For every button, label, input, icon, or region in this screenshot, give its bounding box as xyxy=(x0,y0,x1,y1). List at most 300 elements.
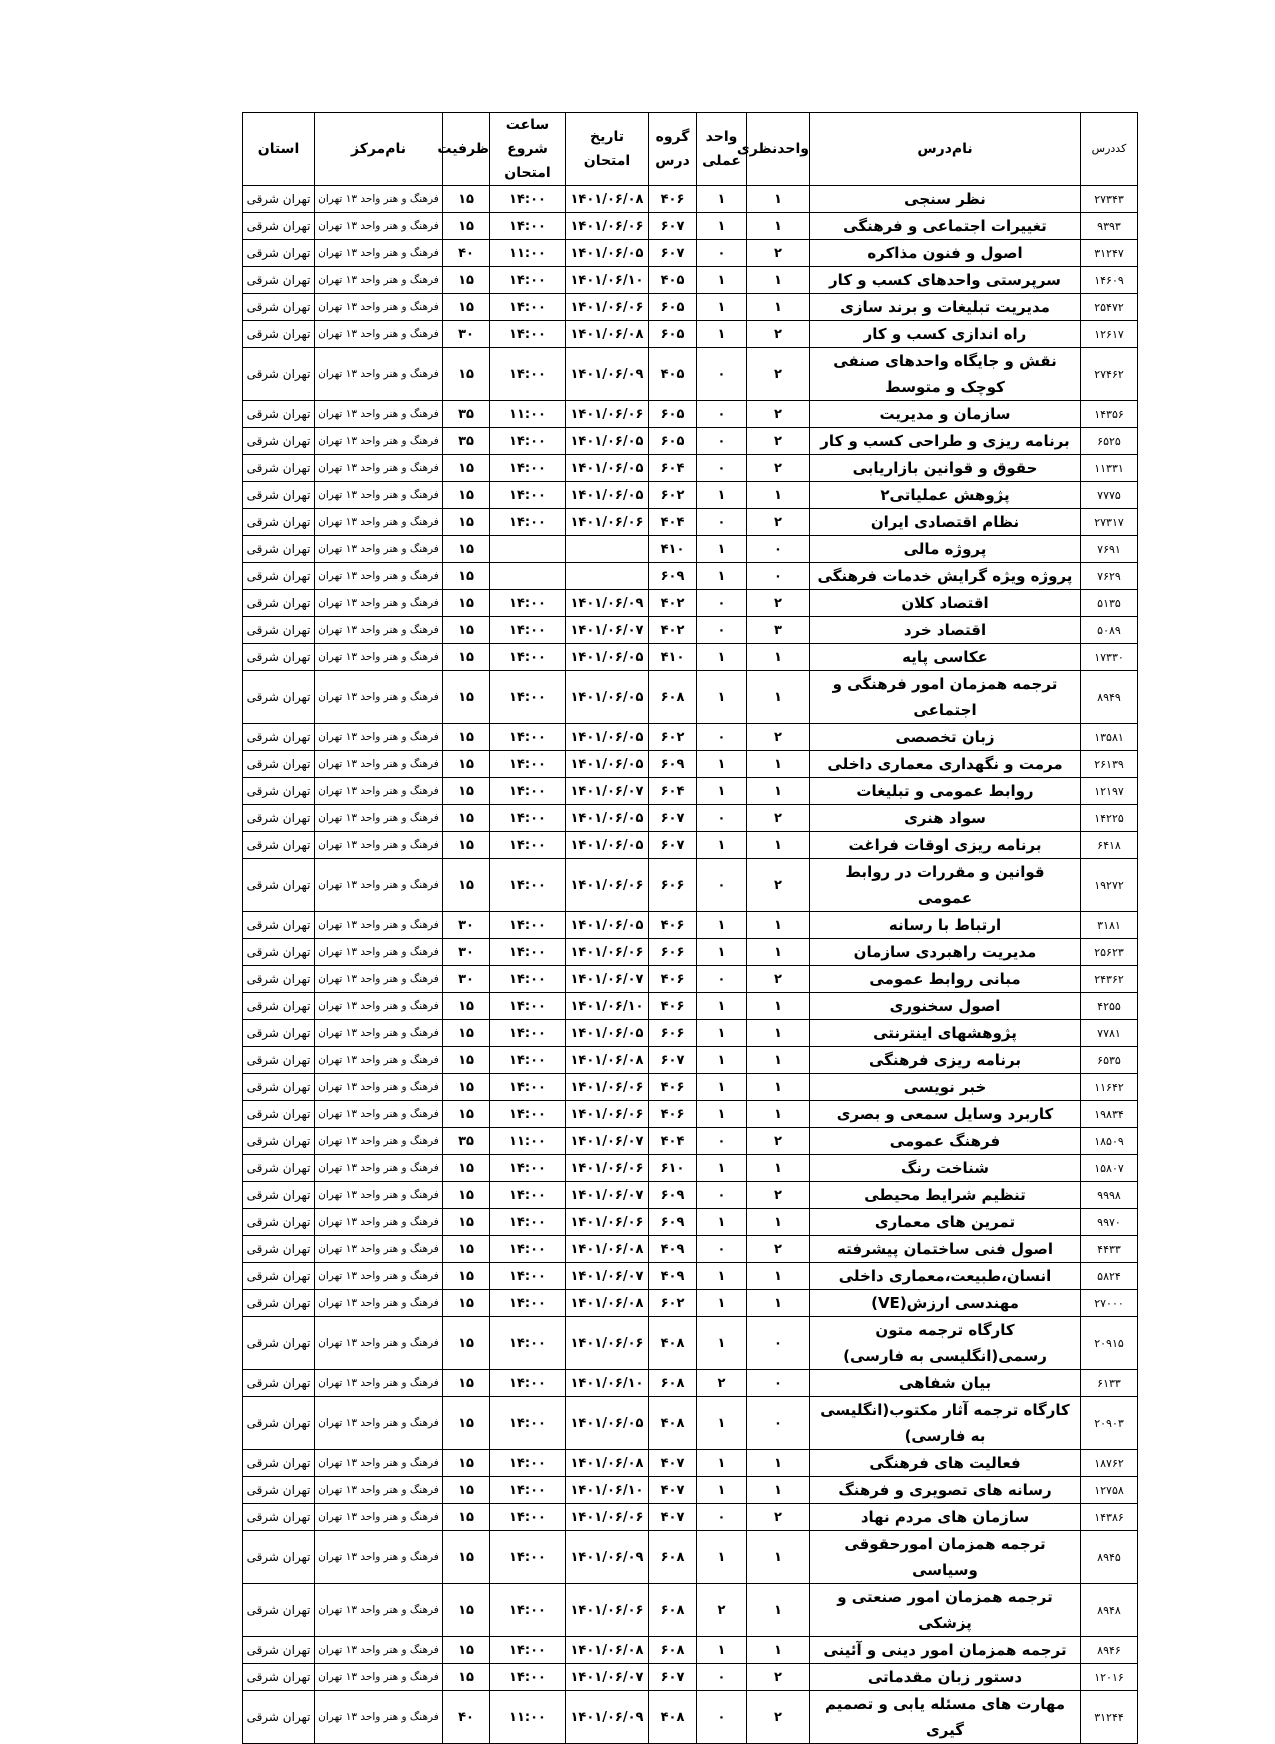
table-row xyxy=(243,1370,1138,1397)
cell-theory-units: ۱ xyxy=(747,1450,810,1477)
cell-theory-units: ۲ xyxy=(747,859,810,912)
cell-capacity: ۱۵ xyxy=(443,590,490,617)
cell-province: تهران شرقی xyxy=(243,778,315,805)
cell-course-group: ۴۰۹ xyxy=(649,1263,697,1290)
cell-practical-units: ۱ xyxy=(697,1020,747,1047)
cell-practical-units: ۱ xyxy=(697,321,747,348)
cell-course-group: ۶۰۸ xyxy=(649,671,697,724)
cell-exam-time: ۱۴:۰۰ xyxy=(490,1584,566,1637)
cell-province: تهران شرقی xyxy=(243,509,315,536)
cell-code: ۵۰۸۹ xyxy=(1081,617,1138,644)
cell-practical-units: ۱ xyxy=(697,1450,747,1477)
table-row xyxy=(243,1263,1138,1290)
cell-course-group: ۶۰۷ xyxy=(649,1664,697,1691)
cell-practical-units: ۱ xyxy=(697,912,747,939)
cell-province: تهران شرقی xyxy=(243,1236,315,1263)
cell-course-group: ۶۰۷ xyxy=(649,805,697,832)
cell-center-name: فرهنگ و هنر واحد ۱۳ تهران xyxy=(315,1664,443,1691)
cell-exam-date: ۱۴۰۱/۰۶/۰۸ xyxy=(566,186,649,213)
cell-theory-units: ۱ xyxy=(747,832,810,859)
table-row xyxy=(243,1584,1138,1637)
cell-exam-date: ۱۴۰۱/۰۶/۱۰ xyxy=(566,1477,649,1504)
cell-exam-time: ۱۴:۰۰ xyxy=(490,455,566,482)
cell-exam-time: ۱۱:۰۰ xyxy=(490,1128,566,1155)
cell-capacity: ۱۵ xyxy=(443,671,490,724)
cell-province: تهران شرقی xyxy=(243,724,315,751)
table-row xyxy=(243,939,1138,966)
header-date: تاریخ امتحان xyxy=(566,113,649,186)
cell-theory-units: ۱ xyxy=(747,1155,810,1182)
cell-practical-units: ۱ xyxy=(697,536,747,563)
cell-exam-date: ۱۴۰۱/۰۶/۰۷ xyxy=(566,778,649,805)
cell-capacity: ۱۵ xyxy=(443,1370,490,1397)
cell-practical-units: ۰ xyxy=(697,1664,747,1691)
cell-code: ۱۸۷۶۲ xyxy=(1081,1450,1138,1477)
cell-capacity: ۱۵ xyxy=(443,1637,490,1664)
cell-course-name: اقتصاد خرد xyxy=(810,617,1081,644)
cell-capacity: ۳۰ xyxy=(443,912,490,939)
cell-capacity: ۳۰ xyxy=(443,321,490,348)
cell-capacity: ۱۵ xyxy=(443,993,490,1020)
table-row xyxy=(243,671,1138,724)
table-row xyxy=(243,1504,1138,1531)
cell-course-group: ۶۰۹ xyxy=(649,563,697,590)
table-row xyxy=(243,401,1138,428)
cell-capacity: ۱۵ xyxy=(443,617,490,644)
cell-province: تهران شرقی xyxy=(243,482,315,509)
cell-exam-time: ۱۴:۰۰ xyxy=(490,509,566,536)
cell-code: ۳۱۲۴۴ xyxy=(1081,1691,1138,1744)
cell-center-name: فرهنگ و هنر واحد ۱۳ تهران xyxy=(315,1691,443,1744)
cell-code: ۱۳۵۸۱ xyxy=(1081,724,1138,751)
cell-course-group: ۴۰۷ xyxy=(649,1450,697,1477)
cell-exam-date: ۱۴۰۱/۰۶/۱۰ xyxy=(566,993,649,1020)
cell-capacity: ۱۵ xyxy=(443,1155,490,1182)
cell-province: تهران شرقی xyxy=(243,1664,315,1691)
cell-practical-units: ۱ xyxy=(697,751,747,778)
cell-capacity: ۱۵ xyxy=(443,482,490,509)
cell-province: تهران شرقی xyxy=(243,1020,315,1047)
cell-course-name: ارتباط با رسانه xyxy=(810,912,1081,939)
cell-province: تهران شرقی xyxy=(243,213,315,240)
cell-course-name: زبان تخصصی xyxy=(810,724,1081,751)
table-row xyxy=(243,240,1138,267)
cell-code: ۴۲۵۵ xyxy=(1081,993,1138,1020)
table-row xyxy=(243,1397,1138,1450)
cell-exam-date: ۱۴۰۱/۰۶/۰۵ xyxy=(566,455,649,482)
cell-exam-date: ۱۴۰۱/۰۶/۱۰ xyxy=(566,267,649,294)
cell-province: تهران شرقی xyxy=(243,617,315,644)
cell-course-group: ۶۰۲ xyxy=(649,482,697,509)
cell-course-group: ۴۰۶ xyxy=(649,966,697,993)
cell-course-name: سرپرستی واحدهای کسب و کار xyxy=(810,267,1081,294)
cell-course-name: نظر سنجی xyxy=(810,186,1081,213)
cell-exam-time: ۱۴:۰۰ xyxy=(490,1209,566,1236)
cell-province: تهران شرقی xyxy=(243,939,315,966)
table-row xyxy=(243,1128,1138,1155)
cell-course-group: ۴۰۸ xyxy=(649,1317,697,1370)
cell-exam-time: ۱۴:۰۰ xyxy=(490,993,566,1020)
cell-course-group: ۶۰۵ xyxy=(649,428,697,455)
cell-course-group: ۶۰۵ xyxy=(649,294,697,321)
table-row xyxy=(243,348,1138,401)
cell-capacity: ۱۵ xyxy=(443,1209,490,1236)
table-row xyxy=(243,186,1138,213)
cell-exam-time xyxy=(490,563,566,590)
cell-center-name: فرهنگ و هنر واحد ۱۳ تهران xyxy=(315,1584,443,1637)
cell-province: تهران شرقی xyxy=(243,348,315,401)
cell-exam-time: ۱۴:۰۰ xyxy=(490,1370,566,1397)
cell-exam-date: ۱۴۰۱/۰۶/۰۹ xyxy=(566,1531,649,1584)
cell-province: تهران شرقی xyxy=(243,563,315,590)
cell-capacity: ۱۵ xyxy=(443,751,490,778)
cell-exam-time: ۱۴:۰۰ xyxy=(490,778,566,805)
cell-exam-date: ۱۴۰۱/۰۶/۰۵ xyxy=(566,832,649,859)
cell-course-group: ۴۰۴ xyxy=(649,1128,697,1155)
cell-center-name: فرهنگ و هنر واحد ۱۳ تهران xyxy=(315,1182,443,1209)
cell-capacity: ۱۵ xyxy=(443,778,490,805)
cell-theory-units: ۱ xyxy=(747,644,810,671)
cell-province: تهران شرقی xyxy=(243,1128,315,1155)
cell-course-name: برنامه ریزی و طراحی کسب و کار xyxy=(810,428,1081,455)
cell-theory-units: ۱ xyxy=(747,1290,810,1317)
cell-province: تهران شرقی xyxy=(243,1290,315,1317)
cell-center-name: فرهنگ و هنر واحد ۱۳ تهران xyxy=(315,1074,443,1101)
cell-exam-time: ۱۴:۰۰ xyxy=(490,1450,566,1477)
cell-practical-units: ۱ xyxy=(697,1397,747,1450)
cell-practical-units: ۱ xyxy=(697,1101,747,1128)
cell-center-name: فرهنگ و هنر واحد ۱۳ تهران xyxy=(315,805,443,832)
cell-course-group: ۶۰۴ xyxy=(649,455,697,482)
cell-capacity: ۱۵ xyxy=(443,1182,490,1209)
table-row xyxy=(243,294,1138,321)
cell-course-name: اصول فنی ساختمان پیشرفته xyxy=(810,1236,1081,1263)
cell-province: تهران شرقی xyxy=(243,1450,315,1477)
cell-capacity: ۱۵ xyxy=(443,563,490,590)
table-row xyxy=(243,966,1138,993)
cell-practical-units: ۰ xyxy=(697,240,747,267)
cell-practical-units: ۱ xyxy=(697,213,747,240)
cell-center-name: فرهنگ و هنر واحد ۱۳ تهران xyxy=(315,1450,443,1477)
cell-capacity: ۱۵ xyxy=(443,1664,490,1691)
cell-course-group: ۴۰۶ xyxy=(649,1101,697,1128)
table-row xyxy=(243,428,1138,455)
cell-center-name: فرهنگ و هنر واحد ۱۳ تهران xyxy=(315,751,443,778)
cell-exam-date: ۱۴۰۱/۰۶/۰۷ xyxy=(566,966,649,993)
cell-theory-units: ۲ xyxy=(747,1664,810,1691)
cell-theory-units: ۲ xyxy=(747,805,810,832)
cell-practical-units: ۱ xyxy=(697,267,747,294)
cell-exam-time: ۱۴:۰۰ xyxy=(490,267,566,294)
cell-center-name: فرهنگ و هنر واحد ۱۳ تهران xyxy=(315,724,443,751)
cell-capacity: ۱۵ xyxy=(443,294,490,321)
cell-code: ۵۱۳۵ xyxy=(1081,590,1138,617)
cell-exam-date: ۱۴۰۱/۰۶/۰۶ xyxy=(566,401,649,428)
cell-practical-units: ۱ xyxy=(697,1531,747,1584)
cell-course-name: پژوهش عملیاتی۲ xyxy=(810,482,1081,509)
cell-code: ۳۱۸۱ xyxy=(1081,912,1138,939)
table-row xyxy=(243,724,1138,751)
cell-theory-units: ۱ xyxy=(747,213,810,240)
cell-province: تهران شرقی xyxy=(243,1047,315,1074)
cell-theory-units: ۱ xyxy=(747,267,810,294)
cell-code: ۱۴۶۰۹ xyxy=(1081,267,1138,294)
cell-province: تهران شرقی xyxy=(243,1263,315,1290)
cell-exam-time: ۱۴:۰۰ xyxy=(490,590,566,617)
cell-course-name: روابط عمومی و تبلیغات xyxy=(810,778,1081,805)
cell-course-name: سواد هنری xyxy=(810,805,1081,832)
cell-course-group: ۴۰۶ xyxy=(649,1074,697,1101)
cell-capacity: ۱۵ xyxy=(443,1397,490,1450)
table-row xyxy=(243,832,1138,859)
table-row xyxy=(243,1450,1138,1477)
cell-center-name: فرهنگ و هنر واحد ۱۳ تهران xyxy=(315,455,443,482)
cell-exam-time: ۱۴:۰۰ xyxy=(490,1531,566,1584)
cell-exam-time: ۱۱:۰۰ xyxy=(490,401,566,428)
cell-center-name: فرهنگ و هنر واحد ۱۳ تهران xyxy=(315,1236,443,1263)
table-row xyxy=(243,778,1138,805)
table-row xyxy=(243,993,1138,1020)
cell-exam-time: ۱۴:۰۰ xyxy=(490,939,566,966)
cell-code: ۷۶۲۹ xyxy=(1081,563,1138,590)
cell-code: ۲۷۴۶۲ xyxy=(1081,348,1138,401)
cell-exam-time: ۱۴:۰۰ xyxy=(490,1182,566,1209)
cell-course-name: رسانه های تصویری و فرهنگ xyxy=(810,1477,1081,1504)
cell-theory-units: ۰ xyxy=(747,563,810,590)
cell-center-name: فرهنگ و هنر واحد ۱۳ تهران xyxy=(315,240,443,267)
cell-exam-time: ۱۴:۰۰ xyxy=(490,1155,566,1182)
cell-practical-units: ۱ xyxy=(697,1637,747,1664)
cell-course-group: ۴۱۰ xyxy=(649,536,697,563)
cell-exam-date: ۱۴۰۱/۰۶/۰۹ xyxy=(566,590,649,617)
cell-practical-units: ۱ xyxy=(697,644,747,671)
cell-exam-date: ۱۴۰۱/۰۶/۰۷ xyxy=(566,1263,649,1290)
cell-theory-units: ۱ xyxy=(747,1101,810,1128)
cell-theory-units: ۳ xyxy=(747,617,810,644)
table-row xyxy=(243,213,1138,240)
cell-practical-units: ۱ xyxy=(697,1290,747,1317)
cell-theory-units: ۰ xyxy=(747,536,810,563)
table-row xyxy=(243,644,1138,671)
cell-exam-time: ۱۴:۰۰ xyxy=(490,1047,566,1074)
cell-code: ۴۴۳۳ xyxy=(1081,1236,1138,1263)
cell-province: تهران شرقی xyxy=(243,1370,315,1397)
cell-center-name: فرهنگ و هنر واحد ۱۳ تهران xyxy=(315,1637,443,1664)
cell-exam-date: ۱۴۰۱/۰۶/۰۷ xyxy=(566,617,649,644)
cell-exam-time: ۱۴:۰۰ xyxy=(490,751,566,778)
cell-course-name: مهارت های مسئله یابی و تصمیم گیری xyxy=(810,1691,1081,1744)
cell-course-group: ۶۰۹ xyxy=(649,1209,697,1236)
table-row xyxy=(243,321,1138,348)
cell-practical-units: ۱ xyxy=(697,832,747,859)
cell-theory-units: ۱ xyxy=(747,912,810,939)
cell-course-name: سازمان و مدیریت xyxy=(810,401,1081,428)
cell-course-name: اصول و فنون مذاکره xyxy=(810,240,1081,267)
cell-center-name: فرهنگ و هنر واحد ۱۳ تهران xyxy=(315,590,443,617)
cell-center-name: فرهنگ و هنر واحد ۱۳ تهران xyxy=(315,912,443,939)
cell-practical-units: ۰ xyxy=(697,724,747,751)
header-province: استان xyxy=(243,113,315,186)
cell-theory-units: ۱ xyxy=(747,671,810,724)
cell-code: ۲۰۹۱۵ xyxy=(1081,1317,1138,1370)
cell-code: ۱۸۵۰۹ xyxy=(1081,1128,1138,1155)
cell-center-name: فرهنگ و هنر واحد ۱۳ تهران xyxy=(315,1370,443,1397)
cell-exam-time: ۱۴:۰۰ xyxy=(490,912,566,939)
cell-course-name: مرمت و نگهداری معماری داخلی xyxy=(810,751,1081,778)
cell-exam-date: ۱۴۰۱/۰۶/۰۶ xyxy=(566,1155,649,1182)
cell-code: ۱۲۰۱۶ xyxy=(1081,1664,1138,1691)
cell-course-name: فعالیت های فرهنگی xyxy=(810,1450,1081,1477)
cell-course-group: ۶۰۶ xyxy=(649,859,697,912)
cell-theory-units: ۱ xyxy=(747,993,810,1020)
cell-center-name: فرهنگ و هنر واحد ۱۳ تهران xyxy=(315,1047,443,1074)
cell-practical-units: ۱ xyxy=(697,1209,747,1236)
cell-exam-time xyxy=(490,536,566,563)
cell-capacity: ۱۵ xyxy=(443,859,490,912)
cell-exam-time: ۱۱:۰۰ xyxy=(490,240,566,267)
cell-province: تهران شرقی xyxy=(243,1074,315,1101)
cell-exam-date: ۱۴۰۱/۰۶/۰۵ xyxy=(566,805,649,832)
cell-theory-units: ۱ xyxy=(747,1047,810,1074)
cell-capacity: ۱۵ xyxy=(443,724,490,751)
cell-exam-date: ۱۴۰۱/۰۶/۰۵ xyxy=(566,912,649,939)
cell-code: ۲۷۳۱۷ xyxy=(1081,509,1138,536)
cell-capacity: ۱۵ xyxy=(443,267,490,294)
cell-capacity: ۱۵ xyxy=(443,1450,490,1477)
cell-course-name: عکاسی پایه xyxy=(810,644,1081,671)
cell-practical-units: ۰ xyxy=(697,1236,747,1263)
table-row xyxy=(243,267,1138,294)
cell-code: ۸۹۴۹ xyxy=(1081,671,1138,724)
cell-center-name: فرهنگ و هنر واحد ۱۳ تهران xyxy=(315,832,443,859)
cell-practical-units: ۰ xyxy=(697,590,747,617)
cell-theory-units: ۲ xyxy=(747,590,810,617)
cell-center-name: فرهنگ و هنر واحد ۱۳ تهران xyxy=(315,401,443,428)
cell-province: تهران شرقی xyxy=(243,186,315,213)
cell-course-name: تمرین های معماری xyxy=(810,1209,1081,1236)
cell-capacity: ۳۰ xyxy=(443,939,490,966)
cell-course-name: کارگاه ترجمه آثار مکتوب(انگلیسی به فارسی) xyxy=(810,1397,1081,1450)
cell-exam-date: ۱۴۰۱/۰۶/۰۹ xyxy=(566,348,649,401)
cell-practical-units: ۱ xyxy=(697,186,747,213)
cell-exam-date: ۱۴۰۱/۰۶/۰۶ xyxy=(566,294,649,321)
table-row xyxy=(243,1182,1138,1209)
cell-course-group: ۴۰۹ xyxy=(649,1236,697,1263)
cell-province: تهران شرقی xyxy=(243,321,315,348)
cell-exam-time: ۱۴:۰۰ xyxy=(490,1236,566,1263)
cell-course-group: ۶۰۸ xyxy=(649,1531,697,1584)
table-row xyxy=(243,455,1138,482)
cell-code: ۱۴۳۸۶ xyxy=(1081,1504,1138,1531)
cell-course-group: ۴۰۵ xyxy=(649,348,697,401)
cell-practical-units: ۰ xyxy=(697,859,747,912)
cell-capacity: ۱۵ xyxy=(443,213,490,240)
cell-theory-units: ۲ xyxy=(747,1128,810,1155)
cell-province: تهران شرقی xyxy=(243,805,315,832)
cell-practical-units: ۰ xyxy=(697,348,747,401)
cell-course-name: ترجمه همزمان امورحقوقی وسیاسی xyxy=(810,1531,1081,1584)
cell-capacity: ۳۰ xyxy=(443,966,490,993)
cell-exam-date: ۱۴۰۱/۰۶/۱۰ xyxy=(566,1370,649,1397)
cell-code: ۹۹۷۰ xyxy=(1081,1209,1138,1236)
cell-exam-date: ۱۴۰۱/۰۶/۰۶ xyxy=(566,1209,649,1236)
cell-course-group: ۴۰۷ xyxy=(649,1504,697,1531)
cell-theory-units: ۱ xyxy=(747,294,810,321)
cell-center-name: فرهنگ و هنر واحد ۱۳ تهران xyxy=(315,617,443,644)
header-theory: واحدنظری xyxy=(747,113,810,186)
cell-exam-date: ۱۴۰۱/۰۶/۰۵ xyxy=(566,724,649,751)
cell-theory-units: ۱ xyxy=(747,1637,810,1664)
cell-exam-date: ۱۴۰۱/۰۶/۰۸ xyxy=(566,1637,649,1664)
cell-practical-units: ۰ xyxy=(697,1182,747,1209)
cell-center-name: فرهنگ و هنر واحد ۱۳ تهران xyxy=(315,1101,443,1128)
cell-exam-date: ۱۴۰۱/۰۶/۰۷ xyxy=(566,1128,649,1155)
cell-course-group: ۶۰۸ xyxy=(649,1370,697,1397)
cell-exam-time: ۱۴:۰۰ xyxy=(490,832,566,859)
cell-capacity: ۱۵ xyxy=(443,186,490,213)
cell-course-group: ۴۰۶ xyxy=(649,186,697,213)
cell-exam-date: ۱۴۰۱/۰۶/۰۵ xyxy=(566,644,649,671)
cell-capacity: ۱۵ xyxy=(443,1477,490,1504)
cell-exam-time: ۱۴:۰۰ xyxy=(490,671,566,724)
exam-schedule-sheet xyxy=(242,112,1128,1744)
cell-exam-date: ۱۴۰۱/۰۶/۰۸ xyxy=(566,1047,649,1074)
cell-code: ۸۹۴۶ xyxy=(1081,1637,1138,1664)
cell-exam-date: ۱۴۰۱/۰۶/۰۵ xyxy=(566,671,649,724)
cell-code: ۱۲۶۱۷ xyxy=(1081,321,1138,348)
header-row xyxy=(243,113,1138,186)
cell-province: تهران شرقی xyxy=(243,1637,315,1664)
cell-exam-time: ۱۴:۰۰ xyxy=(490,213,566,240)
cell-code: ۲۶۱۳۹ xyxy=(1081,751,1138,778)
exam-schedule-table xyxy=(242,112,1138,1744)
cell-capacity: ۱۵ xyxy=(443,1263,490,1290)
cell-center-name: فرهنگ و هنر واحد ۱۳ تهران xyxy=(315,563,443,590)
cell-province: تهران شرقی xyxy=(243,240,315,267)
cell-capacity: ۱۵ xyxy=(443,644,490,671)
table-row xyxy=(243,590,1138,617)
cell-code: ۱۴۳۵۶ xyxy=(1081,401,1138,428)
cell-course-group: ۶۰۹ xyxy=(649,1182,697,1209)
cell-center-name: فرهنگ و هنر واحد ۱۳ تهران xyxy=(315,1477,443,1504)
cell-province: تهران شرقی xyxy=(243,859,315,912)
table-header xyxy=(243,113,1138,186)
cell-province: تهران شرقی xyxy=(243,536,315,563)
cell-exam-date: ۱۴۰۱/۰۶/۰۶ xyxy=(566,1504,649,1531)
cell-center-name: فرهنگ و هنر واحد ۱۳ تهران xyxy=(315,1209,443,1236)
cell-course-group: ۶۰۵ xyxy=(649,321,697,348)
cell-theory-units: ۲ xyxy=(747,509,810,536)
cell-theory-units: ۱ xyxy=(747,1531,810,1584)
cell-course-group: ۶۰۷ xyxy=(649,213,697,240)
cell-exam-date: ۱۴۰۱/۰۶/۰۵ xyxy=(566,1020,649,1047)
table-row xyxy=(243,1664,1138,1691)
cell-theory-units: ۱ xyxy=(747,1584,810,1637)
cell-practical-units: ۲ xyxy=(697,1584,747,1637)
cell-course-name: برنامه ریزی اوقات فراغت xyxy=(810,832,1081,859)
cell-course-name: مبانی روابط عمومی xyxy=(810,966,1081,993)
cell-course-group: ۴۱۰ xyxy=(649,644,697,671)
cell-center-name: فرهنگ و هنر واحد ۱۳ تهران xyxy=(315,348,443,401)
cell-capacity: ۴۰ xyxy=(443,240,490,267)
cell-theory-units: ۲ xyxy=(747,321,810,348)
cell-practical-units: ۰ xyxy=(697,1691,747,1744)
cell-center-name: فرهنگ و هنر واحد ۱۳ تهران xyxy=(315,1128,443,1155)
cell-code: ۲۵۴۷۲ xyxy=(1081,294,1138,321)
cell-course-group: ۶۰۶ xyxy=(649,939,697,966)
cell-course-group: ۶۰۹ xyxy=(649,751,697,778)
cell-code: ۶۵۳۵ xyxy=(1081,1047,1138,1074)
